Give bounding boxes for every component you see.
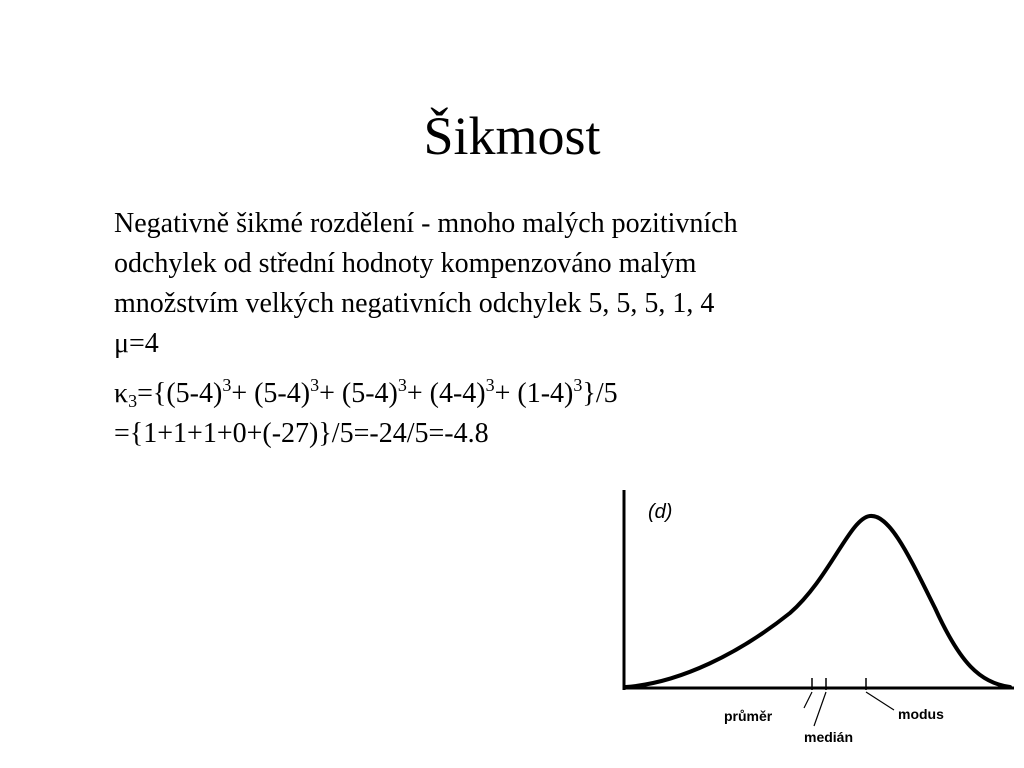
formula-term-4: + (4-4) <box>406 378 486 409</box>
formula-term-5: + (1-4) <box>494 378 574 409</box>
exponent-3: 3 <box>397 375 407 395</box>
exponent-2: 3 <box>310 375 320 395</box>
formula-term-6: }/5 <box>582 378 618 409</box>
kappa-symbol: κ <box>114 378 129 409</box>
median-label: medián <box>804 729 854 745</box>
mean-value-line: μ=4 <box>114 328 159 359</box>
formula-term-1: ={(5-4) <box>137 378 223 409</box>
formula-line-2: ={1+1+1+0+(-27)}/5=-24/5=-4.8 <box>114 418 489 449</box>
mean-leader <box>804 692 812 708</box>
exponent-4: 3 <box>485 375 495 395</box>
mode-leader <box>866 692 894 710</box>
formula-line-1 <box>114 374 934 414</box>
slide-title: Šikmost <box>423 106 601 166</box>
description-line-1: Negativně šikmé rozdělení - mnoho malých pozitivních <box>114 208 738 239</box>
slide-body <box>114 204 934 454</box>
exponent-5: 3 <box>573 375 583 395</box>
description-line-3: množstvím velkých negativních odchylek 5, 5, 5, 1, 4 <box>114 288 715 319</box>
formula-term-3: + (5-4) <box>319 378 398 409</box>
description-paragraph <box>114 204 934 364</box>
distribution-diagram <box>590 478 1020 748</box>
mean-label: průměr <box>724 708 773 724</box>
description-line-2: odchylek od střední hodnoty kompenzováno malým <box>114 248 697 279</box>
skewed-distribution-figure <box>590 478 1020 748</box>
skewness-formula <box>114 374 934 454</box>
median-leader <box>814 692 826 726</box>
mode-label: modus <box>898 706 944 722</box>
exponent-1: 3 <box>222 375 232 395</box>
distribution-curve <box>626 516 1010 687</box>
formula-term-2: + (5-4) <box>231 378 311 409</box>
panel-label: (d) <box>648 501 673 523</box>
kappa-subscript: 3 <box>128 391 138 411</box>
